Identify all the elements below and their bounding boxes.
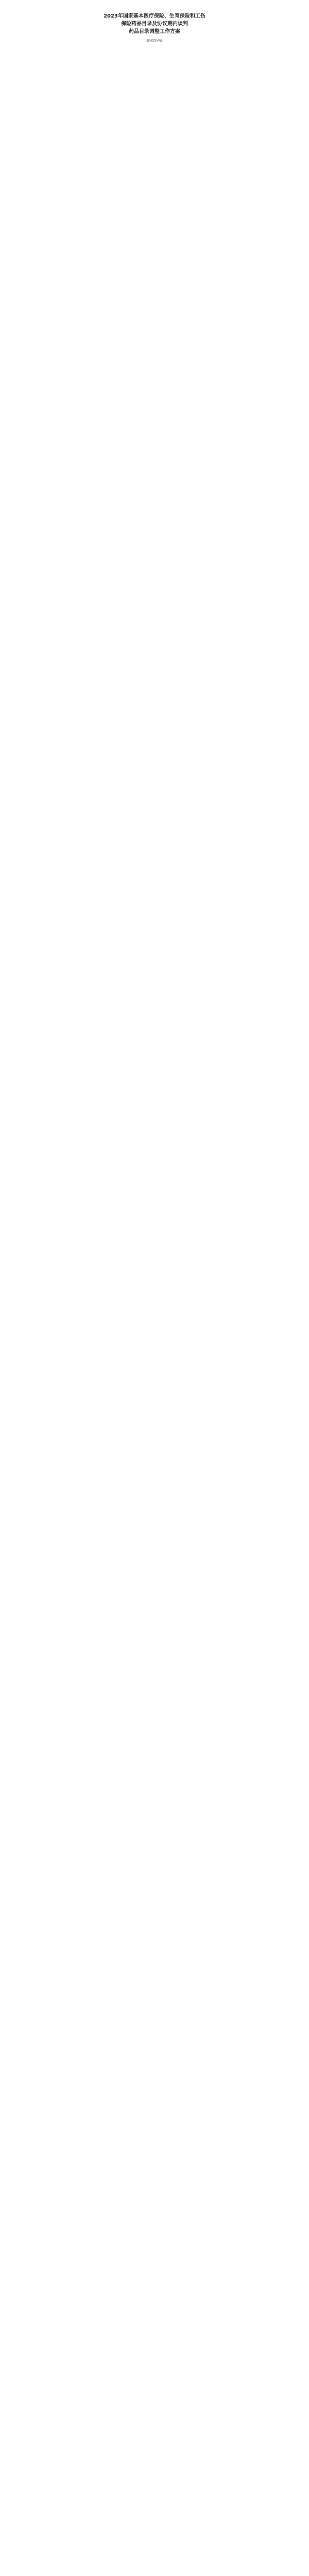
document-title: 2023年国家基本医疗保险、生育保险和工伤 保险药品目录及协议期内谈判 药品目录调整工作方案 — [104, 13, 205, 35]
document-subtitle: （征求意见稿） — [143, 39, 165, 43]
